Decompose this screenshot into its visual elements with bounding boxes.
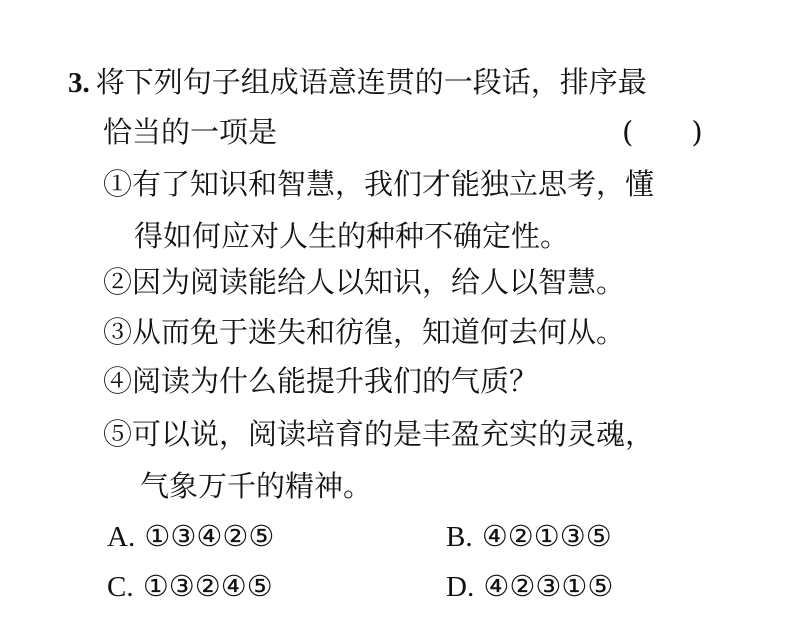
question-stem-text-1: 将下列句子组成语意连贯的一段话，排序最: [95, 65, 647, 99]
sentence-5-line-1: ⑤可以说，阅读培育的是丰盈充实的灵魂，: [103, 417, 655, 451]
answer-parentheses: ( ): [622, 115, 703, 149]
option-b-text: ④②①③⑤: [481, 519, 612, 553]
question-stem-line-1: [68, 65, 647, 99]
sentence-3: ③从而免于迷失和彷徨，知道何去何从。: [103, 315, 626, 349]
option-b-letter: B.: [446, 521, 473, 553]
option-a-text: ①③④②⑤: [144, 519, 275, 553]
option-c[interactable]: [107, 569, 273, 603]
option-d-text: ④②③①⑤: [483, 569, 614, 603]
sentence-1-line-2: 得如何应对人生的种种不确定性。: [134, 219, 570, 253]
sentence-4: ④阅读为什么能提升我们的气质？: [103, 364, 539, 398]
question-stem-text-2: 恰当的一项是: [103, 115, 278, 149]
option-b[interactable]: [446, 519, 612, 553]
option-d-letter: D.: [446, 571, 475, 603]
option-c-text: ①③②④⑤: [142, 569, 273, 603]
sentence-1-line-1: ①有了知识和智慧，我们才能独立思考，懂: [103, 167, 655, 201]
question-number: 3.: [68, 67, 90, 99]
question-stem-line-2: [103, 115, 278, 149]
option-d[interactable]: [446, 569, 614, 603]
sentence-5-line-2: 气象万千的精神。: [140, 469, 373, 503]
option-a[interactable]: [107, 519, 275, 553]
option-a-letter: A.: [107, 521, 136, 553]
sentence-2: ②因为阅读能给人以知识，给人以智慧。: [103, 265, 626, 299]
option-c-letter: C.: [107, 571, 134, 603]
